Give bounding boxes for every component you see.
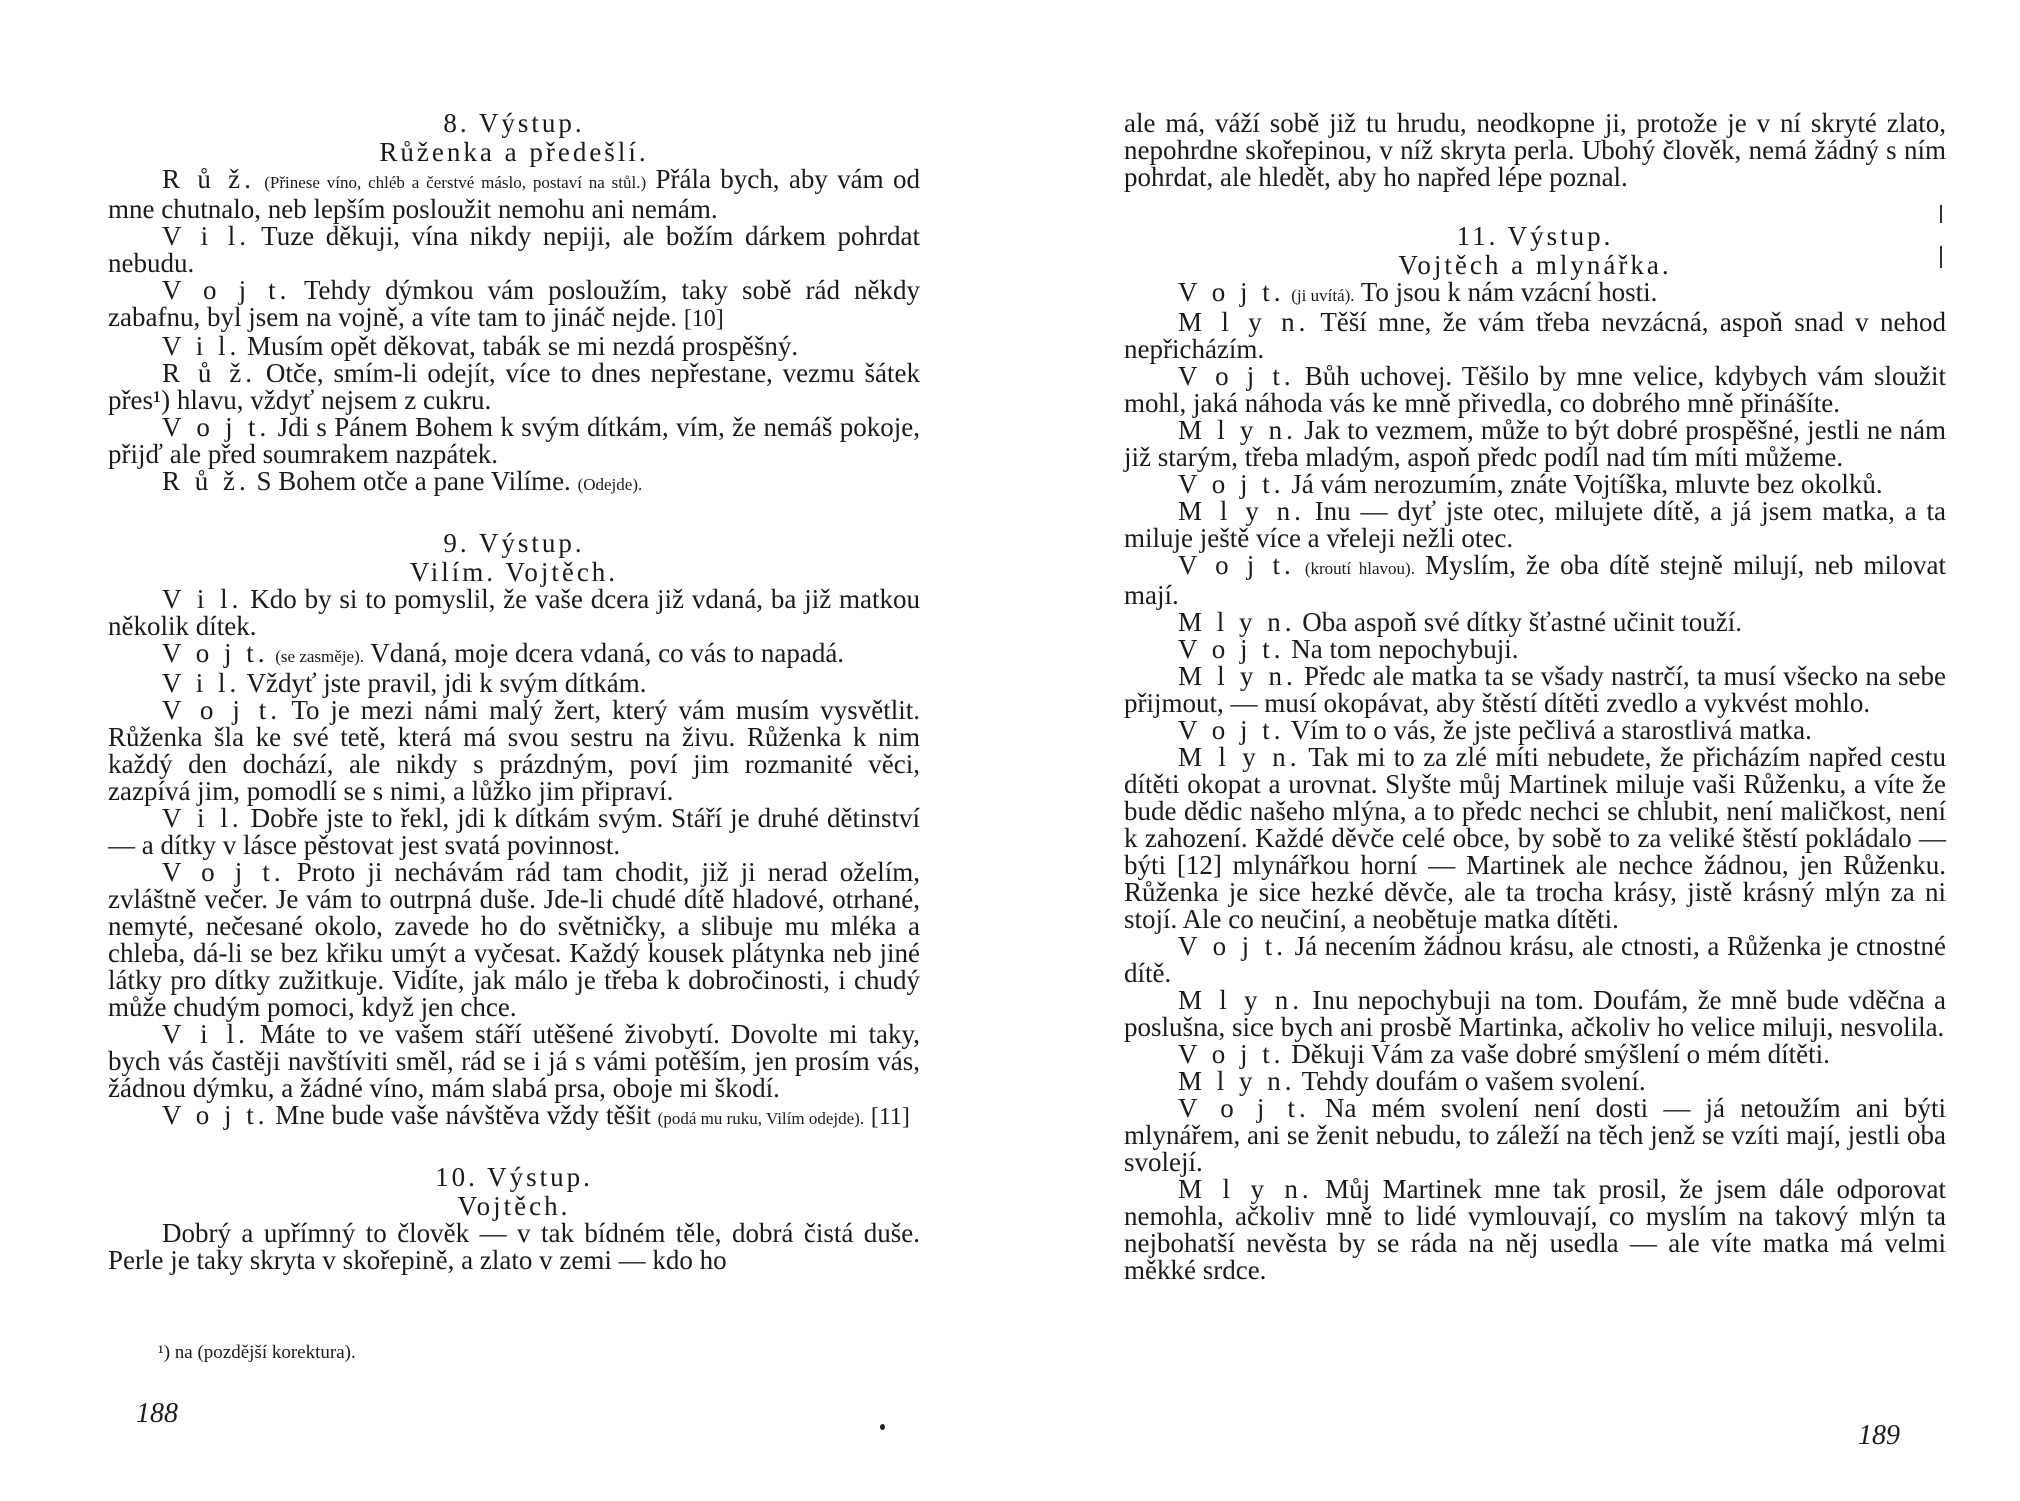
line-text: Na mém svolení není dosti — já netoužím ani býti mlynářem, ani se ženit nebudu, to záleží na těch jenž se vzíti mají, jestli oba svolejí.: [1124, 1093, 1947, 1177]
line-text: Můj Martinek mne tak prosil, že jsem dále odporovat nemohla, ačkoliv mně to lidé vymlouvají, co myslím na takový mlýn ta nejbohatší nevěsta by se ráda na něj usedla — ale víte matka má velmi měkké srdce.: [1124, 1174, 1946, 1285]
speaker-name: V o j t.: [1178, 1093, 1310, 1123]
line-text: Dobrý a upřímný to člověk — v tak bídném těle, dobrá čistá duše. Perle je taky skryta v skořepině, a zlato v zemi — kdo ho: [108, 1218, 920, 1275]
page-number-right: 189: [1858, 1420, 1900, 1451]
margin-mark: [1940, 205, 1942, 223]
line-text: Tehdy dýmkou vám posloužím, taky sobě rád někdy zabafnu, byl jsem na vojně, a víte tam to jináč nejde.: [108, 275, 921, 332]
speaker-name: M l y n.: [1178, 607, 1296, 637]
speaker-name: V o j t.: [162, 275, 291, 305]
line-text: ale má, váží sobě již tu hrudu, neodkopne ji, protože je v ní skryté zlato, nepohrdne skořepinou, v níž skryta perla. Ubohý člověk, nemá žádný s ním pohrdat, ale hledět, aby ho napřed lépe poznal.: [1124, 108, 1946, 192]
scene-cast: Růženka a předešlí.: [379, 137, 649, 167]
line-text: Tehdy doufám o vašem svolení.: [1301, 1066, 1646, 1096]
dialogue-line: [108, 333, 920, 360]
line-text: Máte to ve vašem stáří utěšené živobytí. Dovolte mi taky, bych vás častěji navštíviti směl, rád se i já s vámi potěším, jen prosím vás, žádnou dýmku, a žádné víno, mám slabá prsa, oboje mi škodí.: [108, 1019, 921, 1103]
dialogue-line: [1124, 498, 1946, 552]
speaker-name: V o j t.: [162, 1100, 269, 1130]
dialogue-line: [1124, 663, 1946, 717]
scene-cast: Vojtěch.: [457, 1191, 571, 1221]
line-text: Tak mi to za zlé míti nebudete, že přicházím napřed cestu dítěti okopat a urovnat. Slyšte můj Martinek miluje vaši Růženku, a víte že bude dědic našeho mlýna, a to předc nechci se chlubit, není maličkost, není k zahození. Každé děvče celé obce, by sobě to za veliké štěstí pokládalo — býti [12] mlynářkou horní — Martinek ale nechce žádnou, jen Růženku. Růženka je sice hezké děvče, ale ta trocha krásy, jistě krásný mlýn za ni stojí. Ale co neučiní, a neobětuje matka dítěti.: [1124, 742, 1947, 934]
dialogue-line: [1124, 636, 1946, 663]
line-text: Mne bude vaše návštěva vždy těšit: [275, 1100, 651, 1130]
dialogue-line: [1124, 609, 1946, 636]
line-text: Předc ale matka ta se všady nastrčí, ta musí všecko na sebe přijmout, — musí okopávat, aby štěstí dítěti zvedlo a vykvést mohlo.: [1124, 661, 1946, 718]
line-text: Já necením žádnou krásu, ale ctnosti, a Růženka je ctnostné dítě.: [1124, 931, 1946, 988]
narrative-paragraph: [108, 1220, 920, 1274]
scene-title: 8. Výstup.: [443, 108, 585, 138]
dialogue-line: [1124, 309, 1946, 363]
line-text: Vdaná, moje dcera vdaná, co vás to napadá.: [370, 638, 845, 668]
stage-direction: (podá mu ruku, Vilím odejde).: [657, 1109, 865, 1128]
dialogue-line: [108, 468, 920, 498]
speaker-name: M l y n.: [1178, 307, 1310, 337]
speaker-name: V o j t.: [1178, 469, 1285, 499]
dialogue-line: [108, 805, 920, 859]
right-page: [1010, 0, 2020, 1501]
line-text: To je mezi námi malý žert, který vám musím vysvětlit. Růženka šla ke své tetě, která má svou sestru na živu. Růženka k nim každý den dochází, ale nikdy s prázdným, poví jim rozmanité věci, zazpívá jim, pomodlí se s nimi, a lůžko jim připraví.: [108, 695, 921, 806]
scene-cast: Vilím. Vojtěch.: [409, 557, 619, 587]
dialogue-line: [108, 670, 920, 697]
line-text: Inu nepochybuji na tom. Doufám, že mně bude vděčna a poslušna, sice bych ani prosbě Martinka, ačkoliv ho velice miluji, nesvolila.: [1124, 985, 1947, 1042]
dialogue-line: [1124, 1095, 1946, 1176]
speaker-name: V o j t.: [1178, 634, 1285, 664]
line-text: Musím opět děkovat, tabák se mi nezdá prospěšný.: [247, 331, 799, 361]
dialogue-line: [108, 1021, 920, 1102]
dialogue-line: [1124, 417, 1946, 471]
speaker-name: M l y n.: [1178, 985, 1304, 1015]
speaker-name: V o j t.: [1178, 550, 1295, 580]
speaker-name: V i l.: [162, 803, 243, 833]
line-text: Proto ji nechávám rád tam chodit, již ji nerad oželím, zvláštně večer. Je vám to outrpná duše. Jde-li chudé dítě hladové, otrhané, nemyté, nečesané okolo, zavede ho do světničky, a slibuje mu mléka a chleba, dá-li se bez křiku umýt a vyčesat. Každý kousek plátynka neb jiné látky pro dítky zužitkuje. Vidíte, jak málo je třeba k dobročinosti, i chudý může chudým pomoci, když jen chce.: [108, 857, 920, 1022]
dialogue-line: [1124, 987, 1946, 1041]
speaker-name: M l y n.: [1178, 1066, 1296, 1096]
speaker-name: V o j t.: [1178, 1039, 1285, 1069]
right-page-text: [1124, 110, 1946, 1284]
line-text: Já vám nerozumím, znáte Vojtíška, mluvte bez okolků.: [1291, 469, 1883, 499]
stage-direction: (ji uvítá).: [1291, 286, 1355, 305]
line-text: Inu — dyť jste otec, milujete dítě, a já jsem matka, a ta miluje ještě více a vřeleji nežli otec.: [1124, 496, 1947, 553]
dialogue-line: [108, 166, 920, 223]
dialogue-line: [1124, 717, 1946, 744]
speaker-name: V o j t.: [1178, 361, 1295, 391]
dialogue-line: [1124, 744, 1946, 933]
line-text: To jsou k nám vzácní hosti.: [1360, 277, 1658, 307]
dialogue-line: [1124, 363, 1946, 417]
print-speck: [880, 1424, 885, 1430]
scene-title: 10. Výstup.: [435, 1162, 593, 1192]
line-text: Jdi s Pánem Bohem k svým dítkám, vím, že nemáš pokoje, přijď ale před soumrakem nazpátek.: [108, 412, 921, 469]
dialogue-line: [108, 277, 920, 333]
stage-direction: (se zasměje).: [275, 647, 364, 666]
stage-direction: (Přinese víno, chléb a čerstvé máslo, postaví na stůl.): [264, 173, 647, 192]
stage-direction: (Odejde).: [577, 475, 643, 494]
scene-cast: Vojtěch a mlynářka.: [1398, 250, 1672, 280]
left-page-text: [108, 100, 920, 1274]
speaker-name: V o j t.: [1178, 715, 1285, 745]
dialogue-line: [1124, 279, 1946, 309]
dialogue-line: [1124, 1176, 1946, 1284]
line-text: Myslím, že oba dítě stejně milují, neb milovat mají.: [1124, 550, 1947, 610]
line-text: Vždyť jste pravil, jdi k svým dítkám.: [246, 668, 647, 698]
dialogue-line: [108, 1102, 920, 1132]
line-text: Bůh uchovej. Těšilo by mne velice, kdybych vám sloužit mohl, jaká náhoda vás ke mně přivedla, co dobrého mně přinášíte.: [1124, 361, 1947, 418]
bracket-ref: [10]: [683, 306, 724, 332]
line-text: S Bohem otče a pane Vilíme.: [256, 466, 571, 496]
speaker-name: V o j t.: [162, 857, 285, 887]
speaker-name: R ů ž.: [162, 466, 250, 496]
bracket-ref: [11]: [870, 1104, 910, 1130]
line-text: Přála bych, aby vám od mne chutnalo, neb lepším posloužit nemohu ani nemám.: [108, 164, 920, 224]
dialogue-line: [108, 223, 920, 277]
scene-title: 9. Výstup.: [443, 528, 585, 558]
dialogue-line: [108, 640, 920, 670]
speaker-name: V o j t.: [162, 412, 271, 442]
speaker-name: M l y n.: [1178, 1174, 1313, 1204]
line-text: Kdo by si to pomyslil, že vaše dcera již vdaná, ba již matkou několik dítek.: [108, 584, 920, 641]
dialogue-line: [1124, 552, 1946, 609]
scene-gap: [108, 1132, 920, 1154]
dialogue-line: [108, 414, 920, 468]
speaker-name: M l y n.: [1178, 742, 1301, 772]
dialogue-line: [108, 697, 920, 805]
speaker-name: R ů ž.: [162, 164, 255, 194]
line-text: Dobře jste to řekl, jdi k dítkám svým. Stáří je druhé dětinství — a dítky v lásce pěstovat jest svatá povinnost.: [108, 803, 920, 860]
dialogue-line: [1124, 1068, 1946, 1095]
footnote: ¹) na (pozdější korektura).: [158, 1342, 356, 1363]
dialogue-line: [1124, 1041, 1946, 1068]
dialogue-line: [1124, 471, 1946, 498]
speaker-name: M l y n.: [1178, 661, 1297, 691]
line-text: Děkuji Vám za vaše dobré smýšlení o mém dítěti.: [1291, 1039, 1830, 1069]
speaker-name: M l y n.: [1178, 415, 1297, 445]
speaker-name: V i l.: [162, 331, 241, 361]
speaker-name: V i l.: [162, 584, 243, 614]
speaker-name: R ů ž.: [162, 358, 257, 388]
dialogue-line: [1124, 933, 1946, 987]
line-text: Těší mne, že vám třeba nevzácná, aspoň snad v nehod nepřicházím.: [1124, 307, 1947, 364]
speaker-name: V i l.: [162, 1019, 249, 1049]
line-text: Vím to o vás, že jste pečlivá a starostlivá matka.: [1290, 715, 1812, 745]
speaker-name: V o j t.: [162, 695, 281, 725]
speaker-name: V i l.: [162, 668, 241, 698]
line-text: Na tom nepochybuji.: [1291, 634, 1519, 664]
line-text: Oba aspoň své dítky šťastné učinit touží.: [1302, 607, 1742, 637]
line-text: Tuze děkuji, vína nikdy nepiji, ale božím dárkem pohrdat nebudu.: [108, 221, 920, 278]
scene-title: 11. Výstup.: [1456, 221, 1614, 251]
scene-gap: [108, 498, 920, 520]
speaker-name: V o j t.: [162, 638, 269, 668]
narrative-paragraph: [1124, 110, 1946, 191]
speaker-name: V i l.: [162, 221, 251, 251]
speaker-name: V o j t.: [1178, 931, 1287, 961]
scene-gap: [1124, 191, 1946, 213]
dialogue-line: [108, 859, 920, 1021]
page-number-left: 188: [136, 1398, 178, 1429]
dialogue-line: [108, 360, 920, 414]
speaker-name: V o j t.: [1178, 277, 1285, 307]
stage-direction: (kroutí hlavou).: [1304, 559, 1415, 578]
margin-mark: [1940, 246, 1942, 268]
line-text: Jak to vezmem, může to být dobré prospěšné, jestli ne nám již starým, třeba mladým, aspoň předc podíl nad tím míti můžeme.: [1124, 415, 1947, 472]
dialogue-line: [108, 586, 920, 640]
speaker-name: M l y n.: [1178, 496, 1305, 526]
line-text: Otče, smím-li odejít, více to dnes nepřestane, vezmu šátek přes¹) hlavu, vždyť nejsem z cukru.: [108, 358, 921, 415]
